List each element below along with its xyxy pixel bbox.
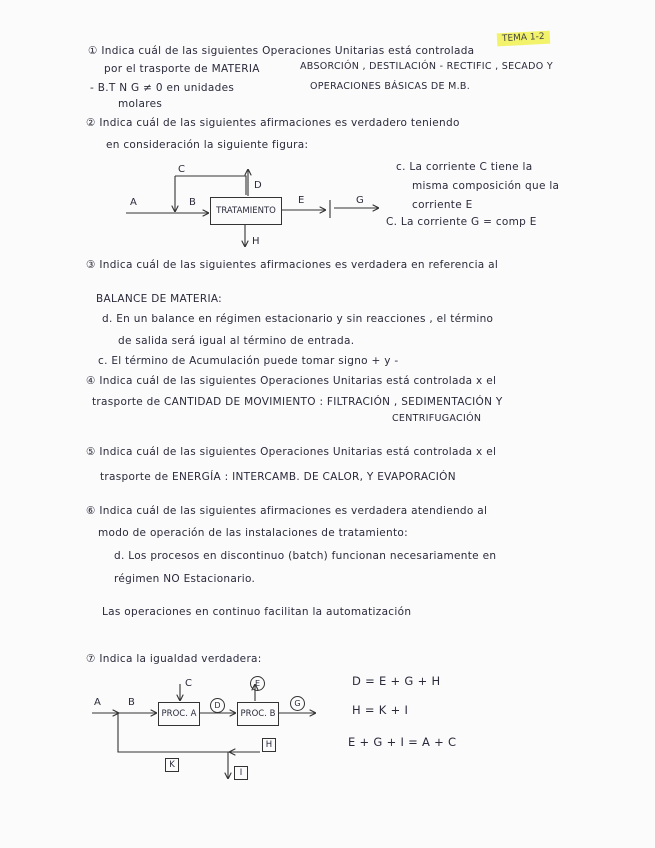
q2-stream-g: G	[356, 195, 364, 206]
q7-eq2: H = K + I	[352, 703, 409, 717]
q7-stream-b: B	[128, 697, 135, 708]
q2-answer2: misma composición que la	[412, 180, 560, 192]
q2-stream-b: B	[189, 197, 196, 208]
q7-stream-c: C	[185, 678, 192, 689]
proc-a-box: PROC. A	[158, 702, 200, 726]
q3-line3: d. En un balance en régimen estacionario y sin reacciones , el término	[102, 313, 494, 325]
q5-line2: trasporte de ENERGÍA : INTERCAMB. DE CALOR, Y EVAPORACIÓN	[100, 471, 456, 483]
q1-line4: molares	[118, 98, 163, 110]
q3-line2: BALANCE DE MATERIA:	[96, 293, 222, 305]
q6-line3: d. Los procesos en discontinuo (batch) funcionan necesariamente en	[114, 550, 497, 562]
treatment-box: TRATAMIENTO	[210, 197, 282, 225]
q3-line5: c. El término de Acumulación puede tomar signo + y -	[98, 355, 399, 367]
q7-line1: ⑦ Indica la igualdad verdadera:	[86, 653, 262, 665]
q7-stream-d: D	[210, 698, 225, 713]
q7-stream-e: E	[250, 676, 265, 691]
q2-answer3: corriente E	[412, 199, 473, 211]
q2-line1: ② Indica cuál de las siguientes afirmaciones es verdadero teniendo	[86, 117, 460, 129]
q7-stream-h: H	[262, 738, 276, 752]
q4-line1: ④ Indica cuál de las siguientes Operaciones Unitarias está controlada x el	[86, 375, 497, 387]
q2-stream-a: A	[130, 197, 137, 208]
q7-stream-a: A	[94, 697, 101, 708]
q2-stream-c: C	[178, 164, 185, 175]
q2-stream-h: H	[252, 236, 260, 247]
q4-line2: trasporte de CANTIDAD DE MOVIMIENTO : FILTRACIÓN , SEDIMENTACIÓN Y	[92, 396, 503, 408]
q1-line3b: OPERACIONES BÁSICAS DE M.B.	[310, 81, 471, 92]
q2-stream-d: D	[254, 180, 262, 191]
proc-b-box: PROC. B	[237, 702, 279, 726]
q4-line3: CENTRIFUGACIÓN	[392, 413, 482, 424]
q7-stream-k: K	[165, 758, 179, 772]
q6-line5: Las operaciones en continuo facilitan la automatización	[102, 606, 412, 618]
q2-answer1: c. La corriente C tiene la	[396, 161, 533, 173]
q3-line4: de salida será igual al término de entrada.	[118, 335, 355, 347]
q2-stream-e: E	[298, 195, 305, 206]
q1-line1: ① Indica cuál de las siguientes Operaciones Unitarias está controlada	[88, 45, 475, 57]
q7-eq1: D = E + G + H	[352, 674, 441, 688]
q2-line2: en consideración la siguiente figura:	[106, 139, 309, 151]
q5-line1: ⑤ Indica cuál de las siguientes Operaciones Unitarias está controlada x el	[86, 446, 497, 458]
q6-line1: ⑥ Indica cuál de las siguientes afirmaciones es verdadera atendiendo al	[86, 505, 488, 517]
q7-stream-i: I	[234, 766, 248, 780]
q6-line2: modo de operación de las instalaciones de tratamiento:	[98, 527, 408, 539]
topic-badge: TEMA 1-2	[497, 31, 550, 47]
q7-stream-g: G	[290, 696, 305, 711]
q1-line2b: ABSORCIÓN , DESTILACIÓN - RECTIFIC , SECADO Y	[300, 61, 553, 72]
q1-line2a: por el trasporte de MATERIA	[104, 63, 260, 75]
q1-line3a: - B.T N G ≠ 0 en unidades	[90, 82, 235, 94]
q7-eq3: E + G + I = A + C	[348, 735, 457, 749]
q2-answer4: C. La corriente G = comp E	[386, 216, 537, 228]
q3-line1: ③ Indica cuál de las siguientes afirmaciones es verdadera en referencia al	[86, 259, 499, 271]
q6-line4: régimen NO Estacionario.	[114, 573, 256, 585]
